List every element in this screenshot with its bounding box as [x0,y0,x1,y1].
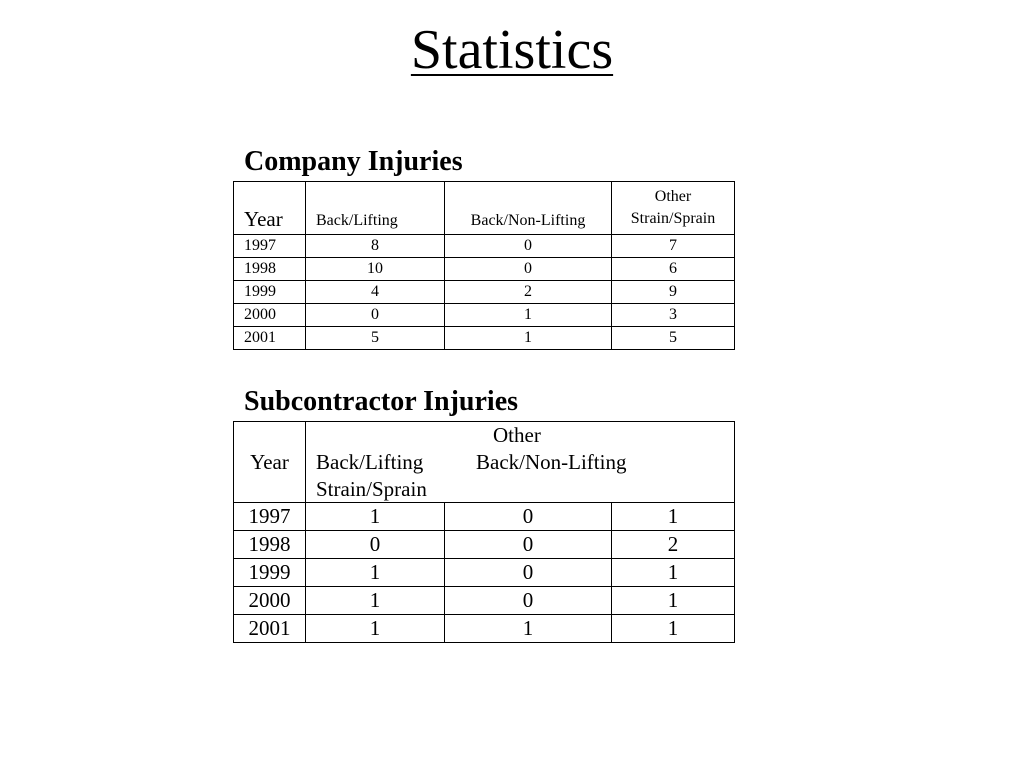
subcontractor-year-cell: 2000 [234,587,306,615]
subcontractor-back-lifting-cell: 1 [306,587,445,615]
subcontractor-other-cell: 1 [612,503,735,531]
subcontractor-year-cell: 1999 [234,559,306,587]
subcontractor-other-cell: 2 [612,531,735,559]
subcontractor-header-row [234,422,735,503]
subcontractor-back-lifting-cell: 1 [306,559,445,587]
company-injuries-title: Company Injuries [244,146,463,177]
company-header-other [612,182,735,235]
company-other-cell: 6 [612,258,735,281]
table-row [234,327,735,350]
subcontractor-year-cell: 1998 [234,531,306,559]
company-back-non-lifting-cell: 0 [445,258,612,281]
table-row [234,531,735,559]
table-row [234,587,735,615]
subcontractor-back-non-lifting-cell: 0 [445,503,612,531]
subcontractor-other-cell: 1 [612,587,735,615]
subcontractor-year-cell: 1997 [234,503,306,531]
company-other-cell: 7 [612,235,735,258]
subcontractor-back-non-lifting-cell: 0 [445,559,612,587]
company-header-back-lifting: Back/Lifting [306,182,445,235]
subcontractor-injuries-table [233,421,735,643]
page-title: Statistics [410,19,614,81]
subcontractor-header-strain-sprain: Strain/Sprain [316,477,427,501]
subcontractor-header-year: Year [234,422,306,503]
company-year-cell: 1999 [234,281,306,304]
company-back-lifting-cell: 0 [306,304,445,327]
table-row [234,503,735,531]
subcontractor-header-other: Other [493,423,541,447]
subcontractor-header-merged [306,422,735,503]
company-back-non-lifting-cell: 0 [445,235,612,258]
company-year-cell: 1997 [234,235,306,258]
subcontractor-other-cell: 1 [612,559,735,587]
table-row [234,615,735,643]
subcontractor-back-lifting-cell: 0 [306,531,445,559]
subcontractor-header-back-lifting: Back/Lifting [316,450,424,474]
company-header-year: Year [234,182,306,235]
company-back-non-lifting-cell: 2 [445,281,612,304]
table-row [234,281,735,304]
company-year-cell: 1998 [234,258,306,281]
company-header-other-line2: Strain/Sprain [630,210,716,227]
company-other-cell: 3 [612,304,735,327]
table-row [234,258,735,281]
company-year-cell: 2000 [234,304,306,327]
company-other-cell: 9 [612,281,735,304]
company-other-cell: 5 [612,327,735,350]
subcontractor-back-lifting-cell: 1 [306,615,445,643]
subcontractor-back-non-lifting-cell: 1 [445,615,612,643]
company-back-lifting-cell: 10 [306,258,445,281]
subcontractor-back-non-lifting-cell: 0 [445,531,612,559]
company-back-non-lifting-cell: 1 [445,327,612,350]
company-back-non-lifting-cell: 1 [445,304,612,327]
table-row [234,235,735,258]
company-header-other-line1: Other [654,188,692,205]
company-year-cell: 2001 [234,327,306,350]
subcontractor-back-lifting-cell: 1 [306,503,445,531]
subcontractor-other-cell: 1 [612,615,735,643]
table-row [234,304,735,327]
company-header-row [234,182,735,235]
company-back-lifting-cell: 8 [306,235,445,258]
subcontractor-header-back-non-lifting: Back/Non-Lifting [476,450,627,474]
table-row [234,559,735,587]
company-back-lifting-cell: 4 [306,281,445,304]
subcontractor-back-non-lifting-cell: 0 [445,587,612,615]
company-header-back-non-lifting: Back/Non-Lifting [445,182,612,235]
subcontractor-injuries-title: Subcontractor Injuries [244,386,519,417]
company-back-lifting-cell: 5 [306,327,445,350]
company-injuries-table [233,181,735,350]
subcontractor-year-cell: 2001 [234,615,306,643]
